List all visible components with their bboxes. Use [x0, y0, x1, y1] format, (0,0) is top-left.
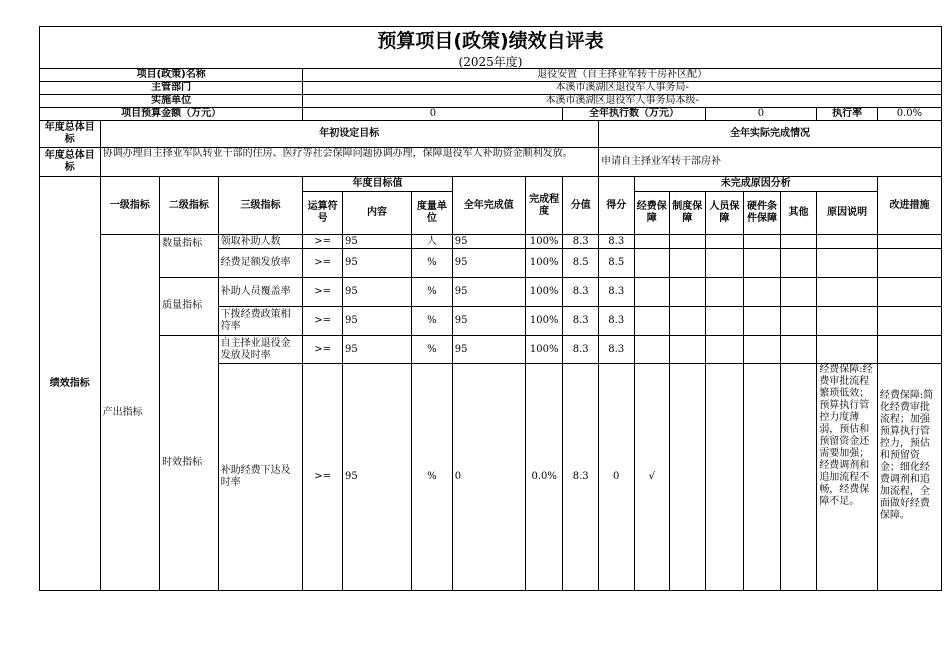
impl-value: 本溪市溪湖区退役军人事务局本级- [303, 95, 942, 108]
indicator-degree: 100% [525, 278, 563, 307]
indicator-unit: % [411, 249, 452, 278]
goal-set-label: 年初设定目标 [100, 121, 598, 148]
r4-header: 硬件条件保障 [744, 192, 781, 235]
indicator-weight: 8.3 [563, 364, 599, 591]
lvl1-header: 一级指标 [100, 177, 160, 235]
budget-value: 0 [303, 108, 563, 121]
r3-header: 人员保障 [705, 192, 744, 235]
target-group-header: 年度目标值 [303, 177, 452, 192]
indicator-done: 0 [452, 364, 525, 591]
indicator-done: 95 [452, 278, 525, 307]
indicator-op: >= [303, 364, 343, 591]
content-header: 内容 [343, 192, 412, 235]
project-name-value: 退役安置（自主择业军转干房补区配） [303, 69, 942, 82]
evaluation-table [39, 26, 942, 591]
indicator-name: 补助人员覆盖率 [218, 278, 303, 307]
indicator-unit: % [411, 336, 452, 364]
reason-desc-header: 原因说明 [817, 192, 878, 235]
project-name-label: 项目(政策)名称 [40, 69, 303, 82]
r5-header: 其他 [780, 192, 817, 235]
indicator-op: >= [303, 278, 343, 307]
done-header: 全年完成值 [452, 177, 525, 235]
indicator-unit: 人 [411, 235, 452, 249]
rate-label: 执行率 [817, 108, 878, 121]
indicator-content: 95 [343, 249, 412, 278]
indicator-op: >= [303, 307, 343, 336]
indicator-content: 95 [343, 307, 412, 336]
evaluation-sheet [39, 26, 942, 591]
budget-label: 项目预算金额（万元） [40, 108, 303, 121]
indicator-weight: 8.3 [563, 278, 599, 307]
indicator-done: 95 [452, 336, 525, 364]
indicator-done: 95 [452, 307, 525, 336]
indicator-content: 95 [343, 336, 412, 364]
goal-actual-label: 全年实际完成情况 [598, 121, 941, 148]
indicator-degree: 100% [525, 249, 563, 278]
unit-header: 度量单位 [411, 192, 452, 235]
r1-header: 经费保障 [634, 192, 670, 235]
indicator-done: 95 [452, 235, 525, 249]
r2-header: 制度保障 [670, 192, 706, 235]
indicator-name: 经费足额发放率 [218, 249, 303, 278]
indicator-op: >= [303, 249, 343, 278]
indicator-content: 95 [343, 278, 412, 307]
exec-value: 0 [705, 108, 817, 121]
indicator-degree: 100% [525, 307, 563, 336]
indicator-weight: 8.3 [563, 235, 599, 249]
indicator-unit: % [411, 278, 452, 307]
exec-label: 全年执行数（万元） [563, 108, 705, 121]
indicator-op: >= [303, 235, 343, 249]
lvl2-header: 二级指标 [160, 177, 219, 235]
page-title: 预算项目(政策)绩效自评表 [40, 27, 942, 56]
reason-group-header: 未完成原因分析 [634, 177, 877, 192]
dept-label: 主管部门 [40, 82, 303, 95]
year-subtitle: (2025年度) [40, 55, 942, 69]
goal-row-label-2: 年度总体目标 [40, 148, 101, 177]
indicator-score: 8.5 [598, 249, 634, 278]
funding-check-mark: √ [634, 364, 670, 591]
indicator-score: 8.3 [598, 278, 634, 307]
indicator-weight: 8.3 [563, 307, 599, 336]
indicator-score: 0 [598, 364, 634, 591]
improvement-measure: 经费保障:简化经费审批流程；加强预算执行管控力，预估和预留资金；细化经费调剂和追加流程，全面做好经费保障。 [877, 364, 941, 591]
reason-description: 经费保障:经费审批流程繁琐低效；预算执行管控力度薄弱，预估和预留资金还需要加强；经费调剂和追加流程不畅，经费保障不足。 [817, 364, 878, 591]
impl-label: 实施单位 [40, 95, 303, 108]
rate-value: 0.0% [877, 108, 941, 121]
measure-header: 改进措施 [877, 177, 941, 235]
perf-label: 绩效指标 [40, 177, 101, 591]
indicator-name: 自主择业退役金发放及时率 [218, 336, 303, 364]
indicator-done: 95 [452, 249, 525, 278]
indicator-degree: 100% [525, 336, 563, 364]
goal-actual-text: 申请自主择业军转干部房补 [598, 148, 941, 177]
op-header: 运算符号 [303, 192, 343, 235]
indicator-name: 补助经费下达及时率 [218, 364, 303, 591]
degree-header: 完成程度 [525, 177, 563, 235]
score-header: 得分 [598, 177, 634, 235]
indicator-name: 领取补助人数 [218, 235, 303, 249]
indicator-degree: 100% [525, 235, 563, 249]
group-qual-label: 质量指标 [160, 278, 219, 336]
indicator-name: 下拨经费政策相符率 [218, 307, 303, 336]
indicator-score: 8.3 [598, 307, 634, 336]
indicator-unit: % [411, 364, 452, 591]
indicator-degree: 0.0% [525, 364, 563, 591]
indicator-weight: 8.3 [563, 336, 599, 364]
indicator-op: >= [303, 336, 343, 364]
dept-value: 本溪市溪湖区退役军人事务局- [303, 82, 942, 95]
indicator-weight: 8.5 [563, 249, 599, 278]
level1-label: 产出指标 [100, 235, 160, 591]
indicator-unit: % [411, 307, 452, 336]
group-qty-label: 数量指标 [160, 235, 219, 278]
indicator-score: 8.3 [598, 235, 634, 249]
goal-row-label: 年度总体目标 [40, 121, 101, 148]
goal-set-text: 协调办理自主择业军队转业干部的住房、医疗等社会保障问题协调办理，保障退役军人补助资金顺利发放。 [100, 148, 598, 177]
indicator-content: 95 [343, 364, 412, 591]
indicator-score: 8.3 [598, 336, 634, 364]
group-time-label: 时效指标 [160, 336, 219, 591]
lvl3-header: 三级指标 [218, 177, 303, 235]
indicator-content: 95 [343, 235, 412, 249]
weight-header: 分值 [563, 177, 599, 235]
